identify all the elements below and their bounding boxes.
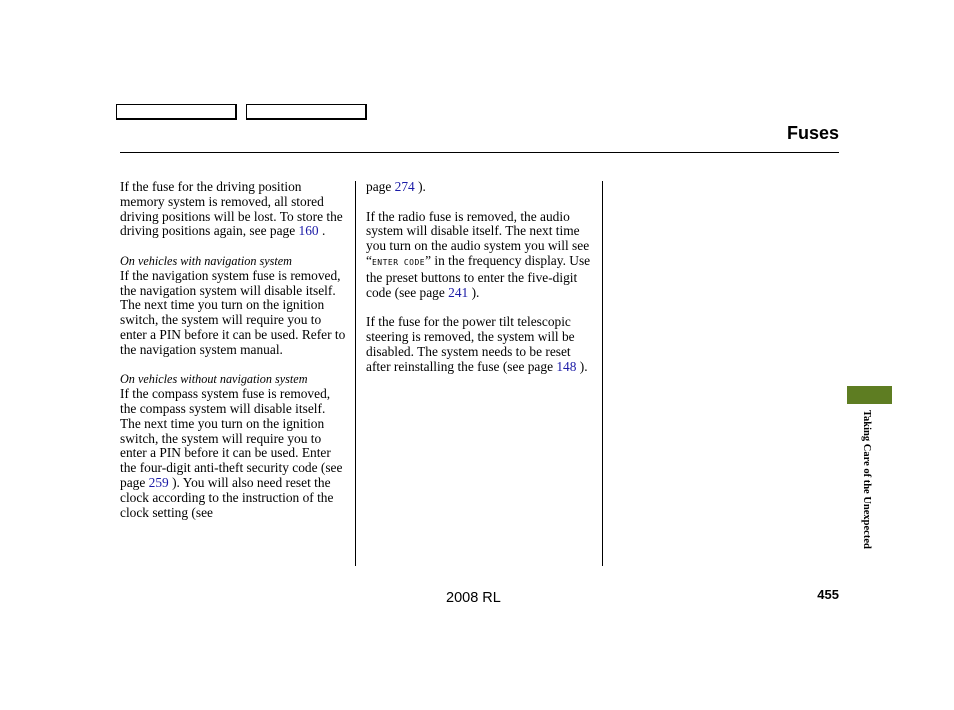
text: page [366, 179, 395, 194]
text: If the radio fuse is removed, the audio system will disable itself. The next time you turn on the audio system you will see “ [366, 208, 590, 268]
column-divider [355, 181, 356, 566]
subheading-without-nav: On vehicles without navigation system [120, 372, 308, 387]
header-rule [120, 152, 839, 153]
text: ” in the frequency display. Use the preset buttons to enter the five-digit code (see page [366, 252, 591, 300]
text: ). You will also need reset the clock according to the instruction of the clock setting (see [120, 474, 334, 520]
column-left [120, 180, 348, 520]
page-link[interactable]: 160 [298, 223, 319, 239]
text: If the fuse for the power tilt telescopic steering is removed, the system will be disabled. The system needs to be reset after reinstalling the fuse (see page [366, 314, 575, 374]
display-code-text: ENTER CODE [371, 257, 426, 267]
page-title: Fuses [786, 123, 839, 143]
subheading-with-nav: On vehicles with navigation system [120, 253, 292, 268]
page-number: 455 [817, 587, 839, 602]
text: ). [576, 358, 588, 374]
paragraph-navigation-fuse: If the navigation system fuse is removed, the navigation system will disable itself. The next time you turn on the ignition switch, the system will require you to enter a PIN before it can be used. Refer to the navigation system manual. [120, 267, 346, 357]
paragraph-continued [366, 180, 592, 195]
nav-button-next[interactable] [246, 104, 367, 120]
column-middle [366, 180, 592, 374]
page-link[interactable]: 274 [394, 179, 415, 194]
text: If the compass system fuse is removed, the compass system will disable itself. The next time you turn on the ignition switch, the system will require you to enter a PIN before it can be used. Enter the four-digit anti-theft security code (see page [120, 386, 343, 490]
page-link[interactable]: 241 [448, 284, 469, 300]
text: ). [468, 284, 480, 300]
paragraph-steering-fuse [366, 315, 592, 374]
text: . [318, 223, 326, 239]
section-label: Taking Care of the Unexpected [861, 410, 872, 549]
section-tab [847, 386, 892, 404]
page-link[interactable]: 259 [148, 474, 169, 490]
column-divider [602, 181, 603, 566]
text: ). [414, 179, 426, 194]
text: If the fuse for the driving position memory system is removed, all stored driving positions will be lost. To store the driving positions again, see page [120, 179, 343, 239]
model-label: 2008 RL [446, 590, 501, 606]
page-link[interactable]: 148 [556, 358, 577, 374]
paragraph-driving-position [120, 180, 348, 239]
paragraph-radio-fuse [366, 210, 592, 301]
paragraph-compass-fuse [120, 387, 348, 520]
nav-button-previous[interactable] [116, 104, 237, 120]
